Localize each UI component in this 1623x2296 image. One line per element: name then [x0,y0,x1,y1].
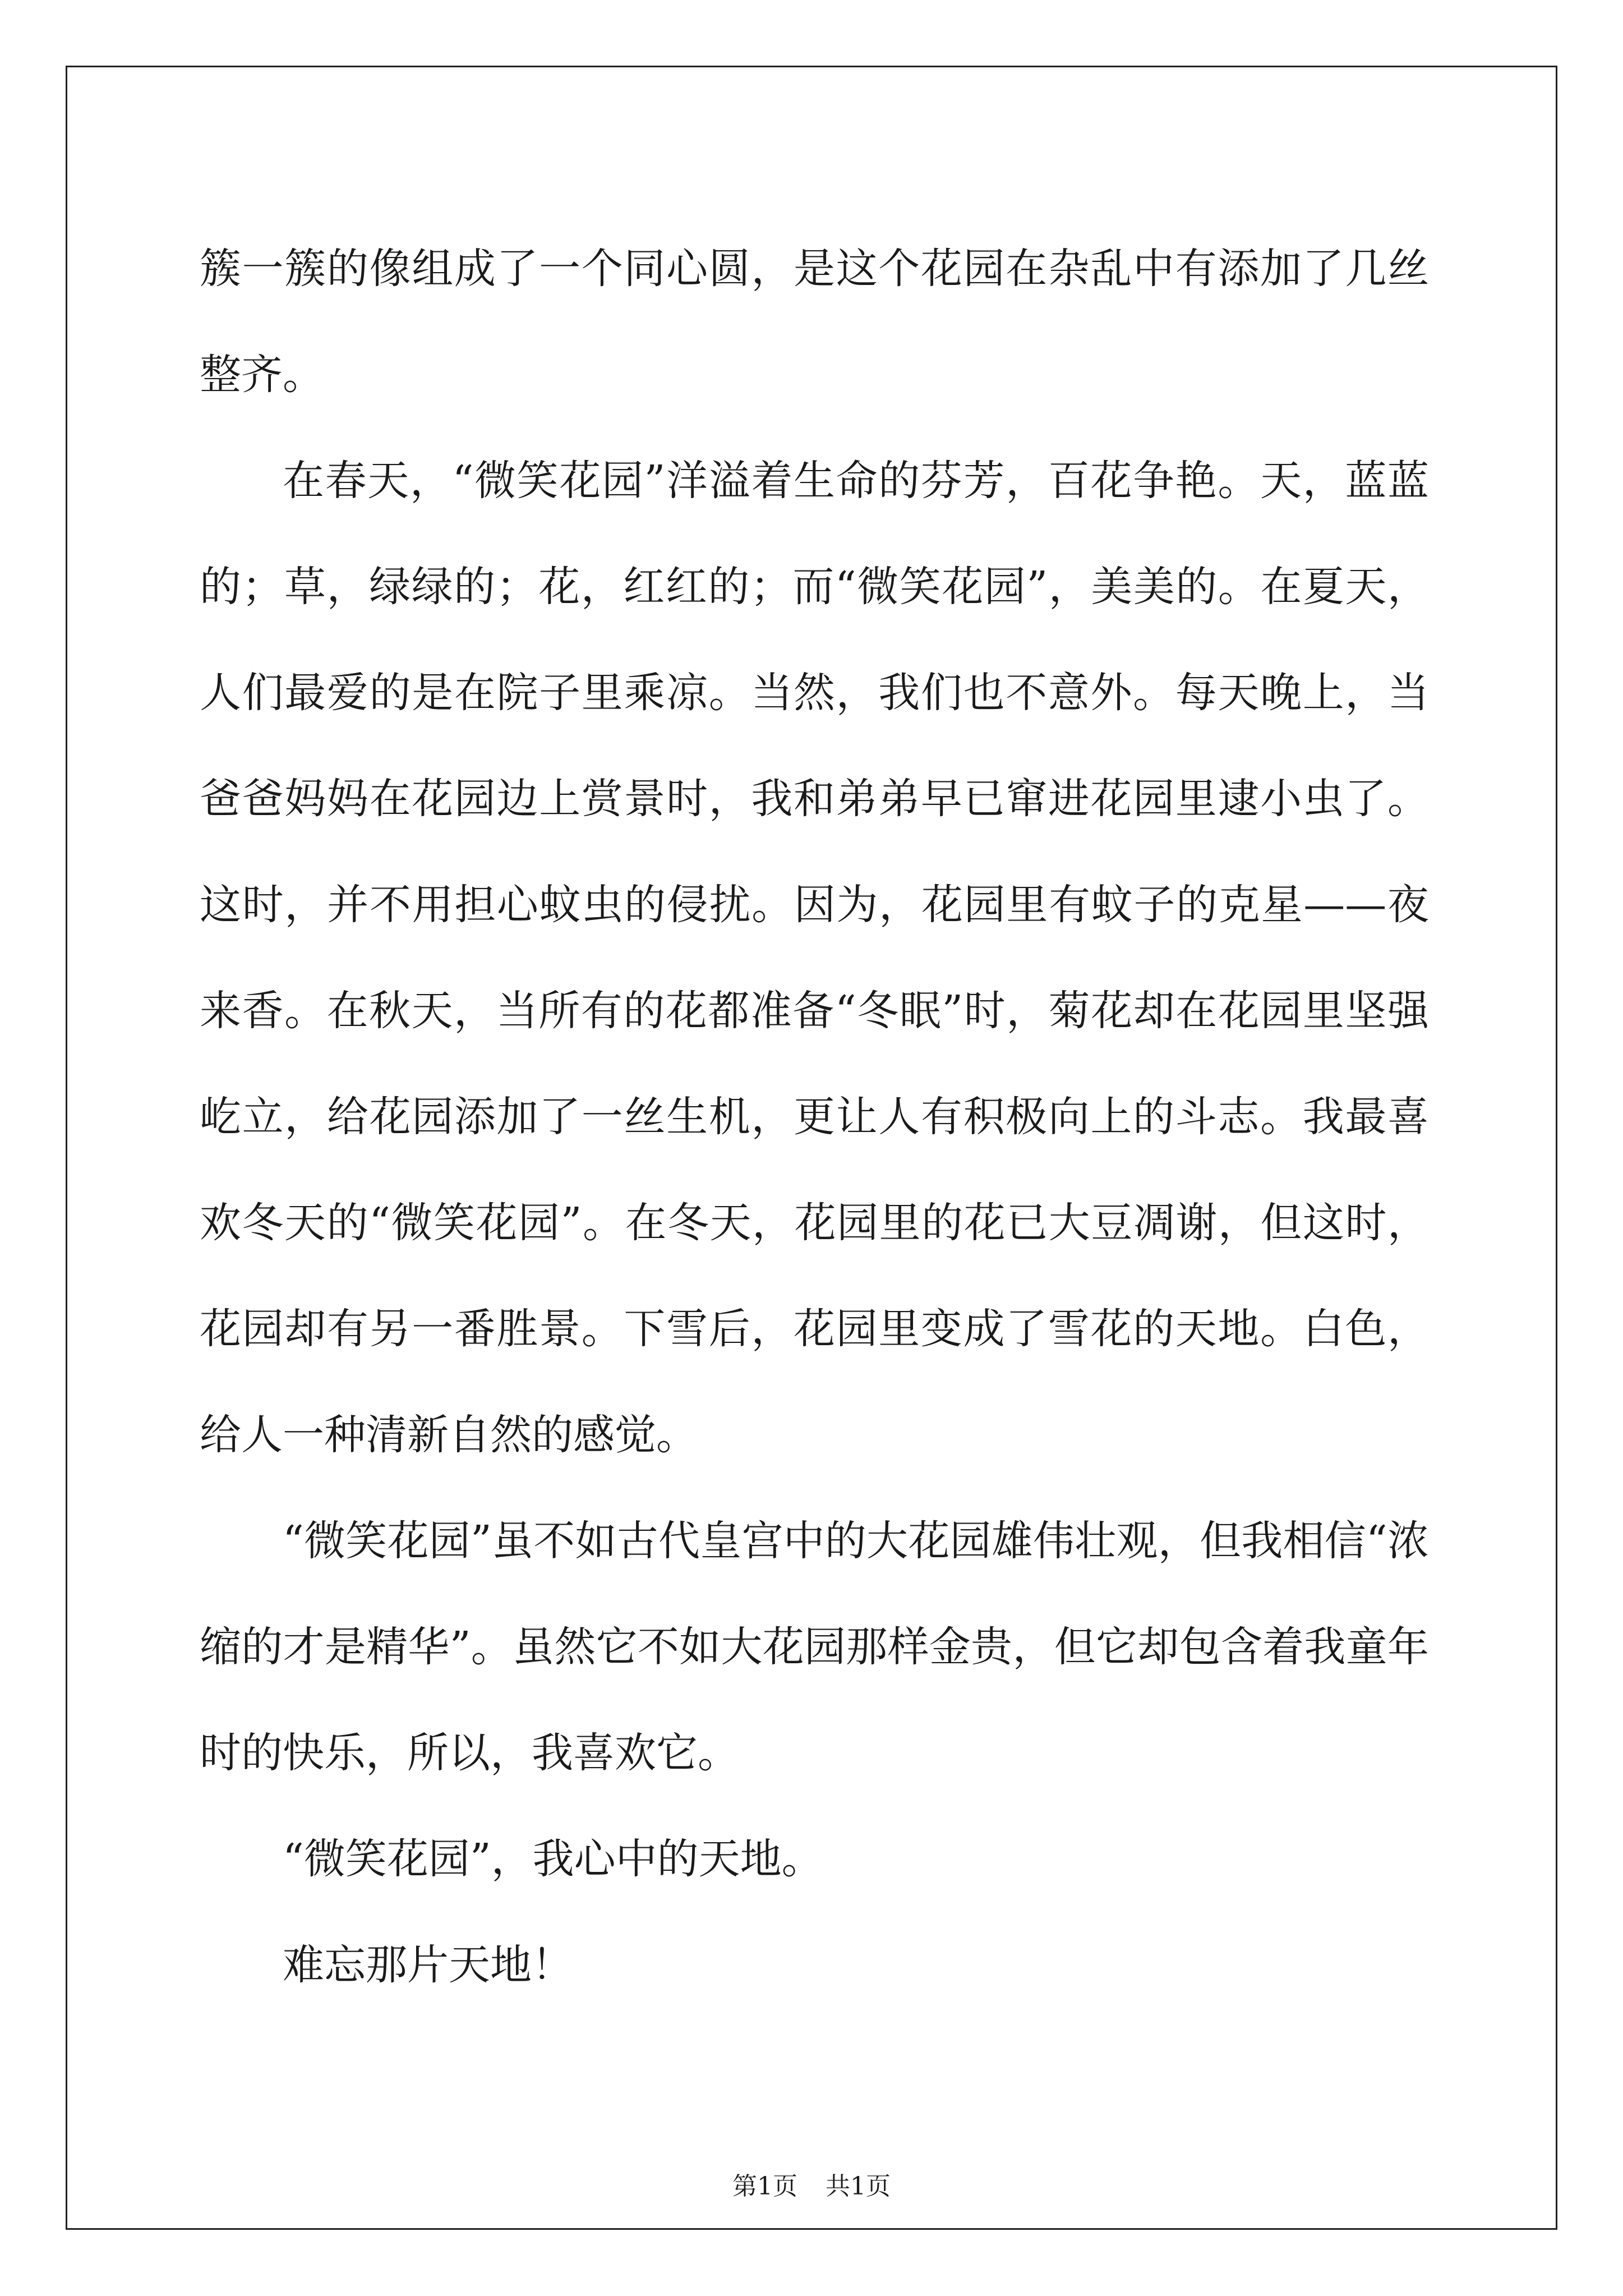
paragraph-comparison: “微笑花园”虽不如古代皇宫中的大花园雄伟壮观，但我相信“浓缩的才是精华”。虽然它不如大花园那样金贵，但它却包含着我童年时的快乐，所以，我喜欢它。 [200,1517,1429,1777]
paragraph-final: 难忘那片天地！ [283,1941,573,1989]
page-total: 共1页 [826,2172,891,2201]
paragraph-closing: “微笑花园”，我心中的天地。 [283,1835,823,1883]
document-body [200,216,1429,2018]
page-footer [0,2170,1623,2203]
page-number: 第1页 [732,2172,797,2201]
paragraph-continuation: 簇一簇的像组成了一个同心圆，是这个花园在杂乱中有添加了几丝整齐。 [200,245,1429,399]
paragraph-seasons: 在春天，“微笑花园”洋溢着生命的芬芳，百花争艳。天，蓝蓝的；草，绿绿的；花，红红的；而“微笑花园”，美美的。在夏天，人们最爱的是在院子里乘凉。当然，我们也不意外。每天晚上，当爸爸妈妈在花园边上赏景时，我和弟弟早已窜进花园里逮小虫了。这时，并不用担心蚊虫的侵扰。因为，花园里有蚊子的克星——夜来香。在秋天，当所有的花都准备“冬眠”时，菊花却在花园里坚强屹立，给花园添加了一丝生机，更让人有积极向上的斗志。我最喜欢冬天的“微笑花园”。在冬天，花园里的花已大豆凋谢，但这时，花园却有另一番胜景。下雪后，花园里变成了雪花的天地。白色，给人一种清新自然的感觉。 [200,457,1429,1459]
